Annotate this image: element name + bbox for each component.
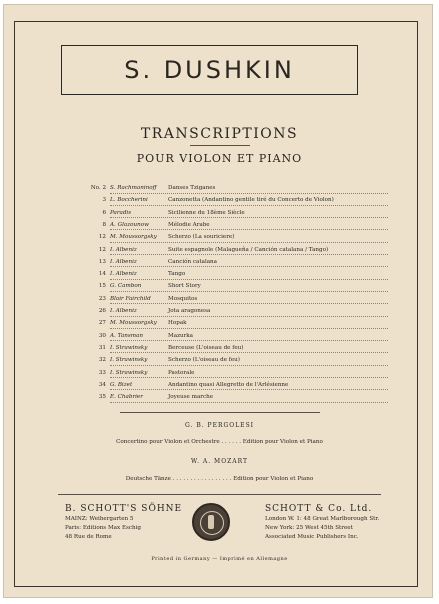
row-rule [110, 303, 388, 304]
mozart-line: Deutsche Tänze . . . . . . . . . . . . . . . . . Edition pour Violon et Piano [125, 476, 314, 482]
publisher-mainz-city: MAINZ: Weihergarten 5 [65, 516, 134, 522]
printed-in: Printed in Germany — Imprimé en Allemagne [151, 556, 288, 562]
item-number: 8 [102, 221, 106, 228]
list-item [68, 331, 388, 342]
row-rule [110, 291, 388, 292]
row-rule [110, 229, 388, 230]
row-rule [110, 365, 388, 366]
item-number: 12 [98, 234, 106, 241]
item-title: Scherzo (La souriciere) [168, 234, 235, 241]
item-title: Tango [168, 271, 186, 278]
publisher-divider [58, 494, 381, 495]
item-title: Suite espagnole (Malagueña / Canción catalana / Tango) [168, 246, 329, 253]
list-item [68, 380, 388, 391]
item-title: Andantino quasi Allegretto de l'Arlésienne [168, 381, 289, 388]
item-composer: Blair Fairchild [110, 295, 151, 302]
item-number: 23 [98, 295, 106, 302]
item-number: 6 [102, 209, 106, 216]
row-rule [110, 352, 388, 353]
item-title: Hopak [168, 320, 187, 327]
list-item [68, 195, 388, 206]
item-composer: I. Strawinsky [110, 357, 148, 364]
list-item [68, 257, 388, 268]
list-item [68, 183, 388, 194]
item-composer: G. Bizet [110, 381, 133, 388]
section-divider [120, 412, 320, 413]
item-number: 31 [98, 344, 106, 351]
pergolesi-line: Concertino pour Violon et Orchestre . . . . . . Edition pour Violon et Piano [116, 439, 323, 445]
composer-name: S. DUSHKIN [124, 56, 295, 84]
item-number: 32 [98, 357, 106, 364]
item-title: Jota aragonesa [168, 308, 211, 314]
item-title: Pastorale [168, 369, 195, 376]
item-number: 33 [98, 369, 106, 376]
item-number: No. 2 [90, 185, 106, 191]
item-composer: Paradis [110, 209, 132, 216]
list-item [68, 208, 388, 219]
row-rule [110, 266, 388, 267]
list-item [68, 368, 388, 379]
item-title: Danses Tziganes [168, 185, 216, 191]
item-number: 14 [98, 271, 106, 278]
item-title: Mosquitos [168, 295, 198, 302]
item-number: 12 [98, 246, 106, 253]
title-divider [190, 145, 250, 146]
item-composer: G. Cambon [110, 283, 142, 290]
item-composer: M. Moussorgsky [110, 234, 157, 241]
item-number: 34 [98, 381, 106, 388]
item-number: 13 [98, 258, 106, 265]
item-composer: E. Chabrier [110, 394, 143, 401]
schott-seal-icon [192, 503, 230, 541]
list-item [68, 281, 388, 292]
item-composer: I. Albeniz [110, 308, 137, 314]
item-composer: I. Albeniz [110, 246, 137, 253]
list-item [68, 343, 388, 354]
row-rule [110, 377, 388, 378]
item-composer: S. Rachmaninoff [110, 185, 157, 191]
mozart-heading: W. A. MOZART [190, 458, 249, 465]
item-number: 30 [98, 332, 106, 339]
item-title: Mazurka [168, 332, 194, 339]
list-item [68, 355, 388, 366]
publisher-paris-address: 48 Rue de Rome [65, 534, 112, 540]
item-composer: I. Albeniz [110, 258, 137, 265]
item-number: 15 [98, 283, 106, 290]
item-title: Short Story [168, 283, 201, 290]
item-title: Joyeuse marche [168, 394, 214, 401]
row-rule [110, 279, 388, 280]
row-rule [110, 340, 388, 341]
list-item [68, 269, 388, 280]
row-rule [110, 402, 388, 403]
publisher-newyork: New York: 25 West 45th Street [265, 525, 353, 531]
list-item [68, 392, 388, 403]
publisher-mainz-name: B. SCHOTT'S SÖHNE [65, 504, 183, 514]
item-composer: M. Moussorgsky [110, 320, 157, 327]
item-title: Canzonetta (Andantino gentile tiré du Concerto de Violon) [168, 197, 334, 204]
item-title: Mélodie Arabe [168, 221, 210, 228]
item-title: Scherzo (L'oiseau de feu) [168, 357, 240, 364]
list-item [68, 318, 388, 329]
publisher-london-address: London W. 1: 48 Great Marlborough Str. [265, 516, 380, 522]
composer-title-box [61, 45, 358, 95]
publisher-paris: Paris: Editions Max Eschig [65, 525, 142, 531]
item-title: Sicilienne du 18ème Siècle [168, 209, 245, 216]
item-number: 35 [98, 394, 106, 401]
row-rule [110, 316, 388, 317]
item-number: 26 [98, 308, 106, 314]
collection-title: TRANSCRIPTIONS [140, 126, 299, 142]
list-item [68, 306, 388, 317]
item-composer: A. Glazounow [110, 221, 149, 228]
item-composer: A. Tansman [110, 332, 143, 339]
item-number: 3 [102, 197, 106, 204]
item-title: Canción catalana [168, 258, 217, 265]
item-composer: L. Boccherini [110, 197, 148, 204]
row-rule [110, 217, 388, 218]
item-composer: I. Albeniz [110, 271, 137, 278]
collection-subtitle: POUR VIOLON ET PIANO [136, 152, 303, 165]
item-number: 27 [98, 320, 106, 327]
item-title: Berceuse (L'oiseau de feu) [168, 344, 244, 351]
publisher-london-name: SCHOTT & Co. Ltd. [265, 504, 373, 514]
publisher-mainz [65, 503, 182, 542]
list-item [68, 232, 388, 243]
list-item [68, 245, 388, 256]
list-item [68, 294, 388, 305]
publisher-london [265, 503, 379, 542]
item-composer: I. Strawinsky [110, 344, 148, 351]
item-composer: I. Strawinsky [110, 369, 148, 376]
publisher-newyork-agent: Associated Music Publishers Inc. [265, 534, 359, 540]
list-item [68, 220, 388, 231]
pergolesi-heading: G. B. PERGOLESI [184, 422, 255, 429]
